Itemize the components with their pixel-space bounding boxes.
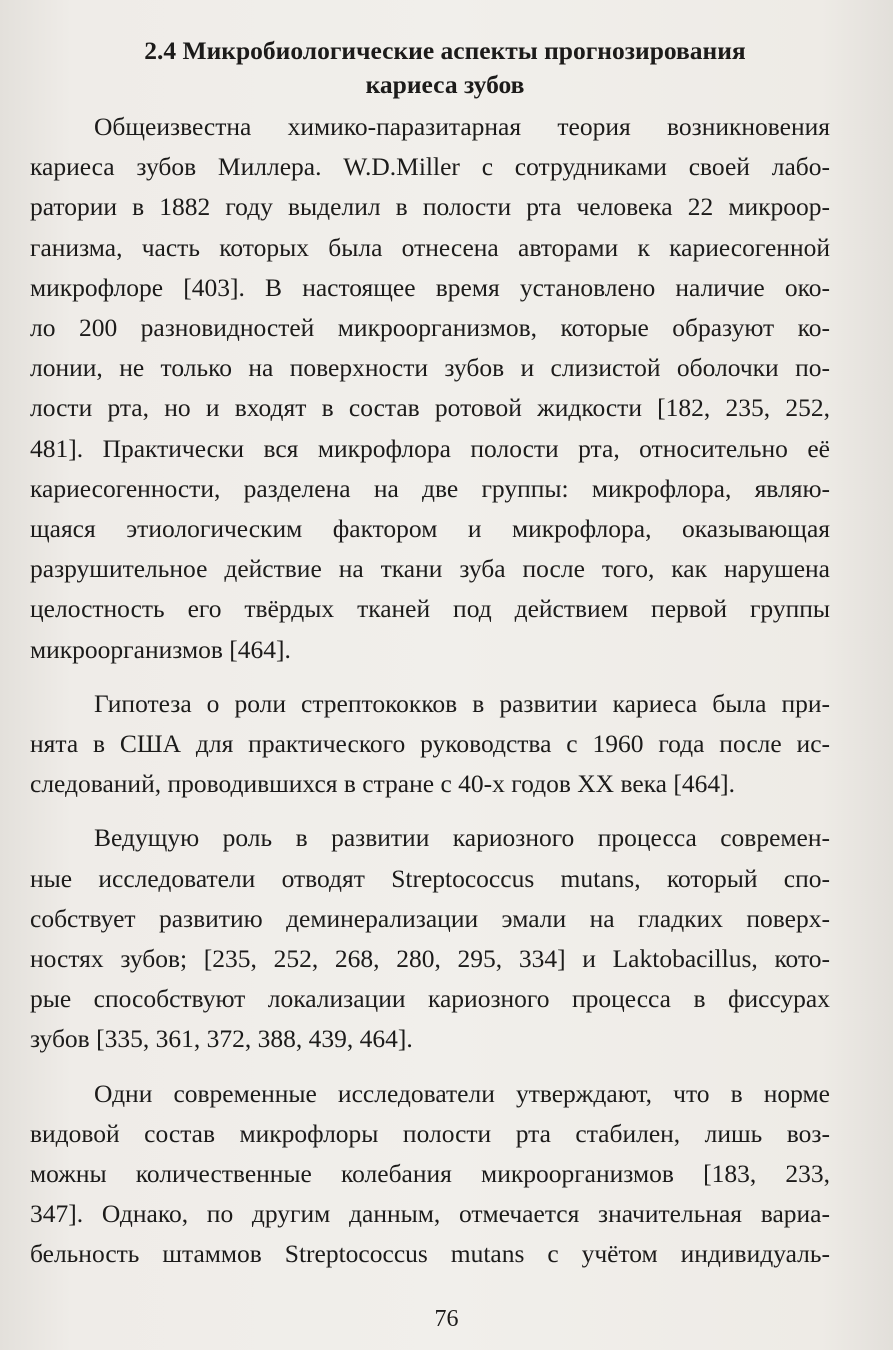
- text-line: Общеизвестна химико-паразитарная теория возникновения: [94, 112, 830, 141]
- text-line: разрушительное действие на ткани зуба после того, как нарушена: [30, 554, 830, 583]
- text-line: можны количественные колебания микроорганизмов [183, 233,: [30, 1159, 830, 1188]
- text-line: ностях зубов; [235, 252, 268, 280, 295, 334] и Laktobacillus, кото-: [30, 944, 830, 973]
- text-line: щаяся этиологическим фактором и микрофлора, оказывающая: [30, 514, 830, 543]
- text-line: микроорганизмов [464].: [30, 635, 291, 664]
- text-line: рые способствуют локализации кариозного процесса в фиссурах: [30, 984, 830, 1013]
- section-title-line-1: 2.4 Микробиологические аспекты прогнозирования: [144, 36, 746, 65]
- text-line: бельность штаммов Streptococcus mutans с учётом индивидуаль-: [30, 1239, 830, 1268]
- text-line: зубов [335, 361, 372, 388, 439, 464].: [30, 1024, 413, 1053]
- text-line: Одни современные исследователи утверждают, что в норме: [94, 1079, 830, 1108]
- text-line: следований, проводившихся в стране с 40-х годов XX века [464].: [30, 769, 735, 798]
- text-line: нята в США для практического руководства с 1960 года после ис-: [30, 729, 830, 758]
- text-line: собствует развитию деминерализации эмали на гладких поверх-: [30, 904, 830, 933]
- text-line: видовой состав микрофлоры полости рта стабилен, лишь воз-: [30, 1119, 830, 1148]
- text-line: кариеса зубов Миллера. W.D.Miller с сотрудниками своей лабо-: [30, 152, 830, 181]
- text-line: 347]. Однако, по другим данным, отмечается значительная вариа-: [30, 1199, 830, 1228]
- section-heading: [30, 34, 860, 102]
- text-line: 481]. Практически вся микрофлора полости рта, относительно её: [30, 434, 830, 463]
- text-line: Ведущую роль в развитии кариозного процесса современ-: [94, 823, 830, 852]
- text-line: целостность его твёрдых тканей под действием первой группы: [30, 594, 830, 623]
- text-line: лости рта, но и входят в состав ротовой жидкости [182, 235, 252,: [30, 393, 830, 422]
- text-line: кариесогенности, разделена на две группы: микрофлора, являю-: [30, 474, 830, 503]
- page-number: 76: [434, 1306, 459, 1332]
- text-line: ганизма, часть которых была отнесена авторами к кариесогенной: [30, 233, 830, 262]
- text-line: лонии, не только на поверхности зубов и слизистой оболочки по-: [30, 353, 830, 382]
- text-line: ные исследователи отводят Streptococcus mutans, который спо-: [30, 864, 830, 893]
- text-line: ло 200 разновидностей микроорганизмов, которые образуют ко-: [30, 313, 830, 342]
- text-line: ратории в 1882 году выделил в полости рта человека 22 микроор-: [30, 192, 830, 221]
- text-line: Гипотеза о роли стрептококков в развитии кариеса была при-: [94, 689, 830, 718]
- text-line: микрофлоре [403]. В настоящее время установлено наличие око-: [30, 273, 830, 302]
- section-title-line-2: кариеса зубов: [365, 70, 525, 99]
